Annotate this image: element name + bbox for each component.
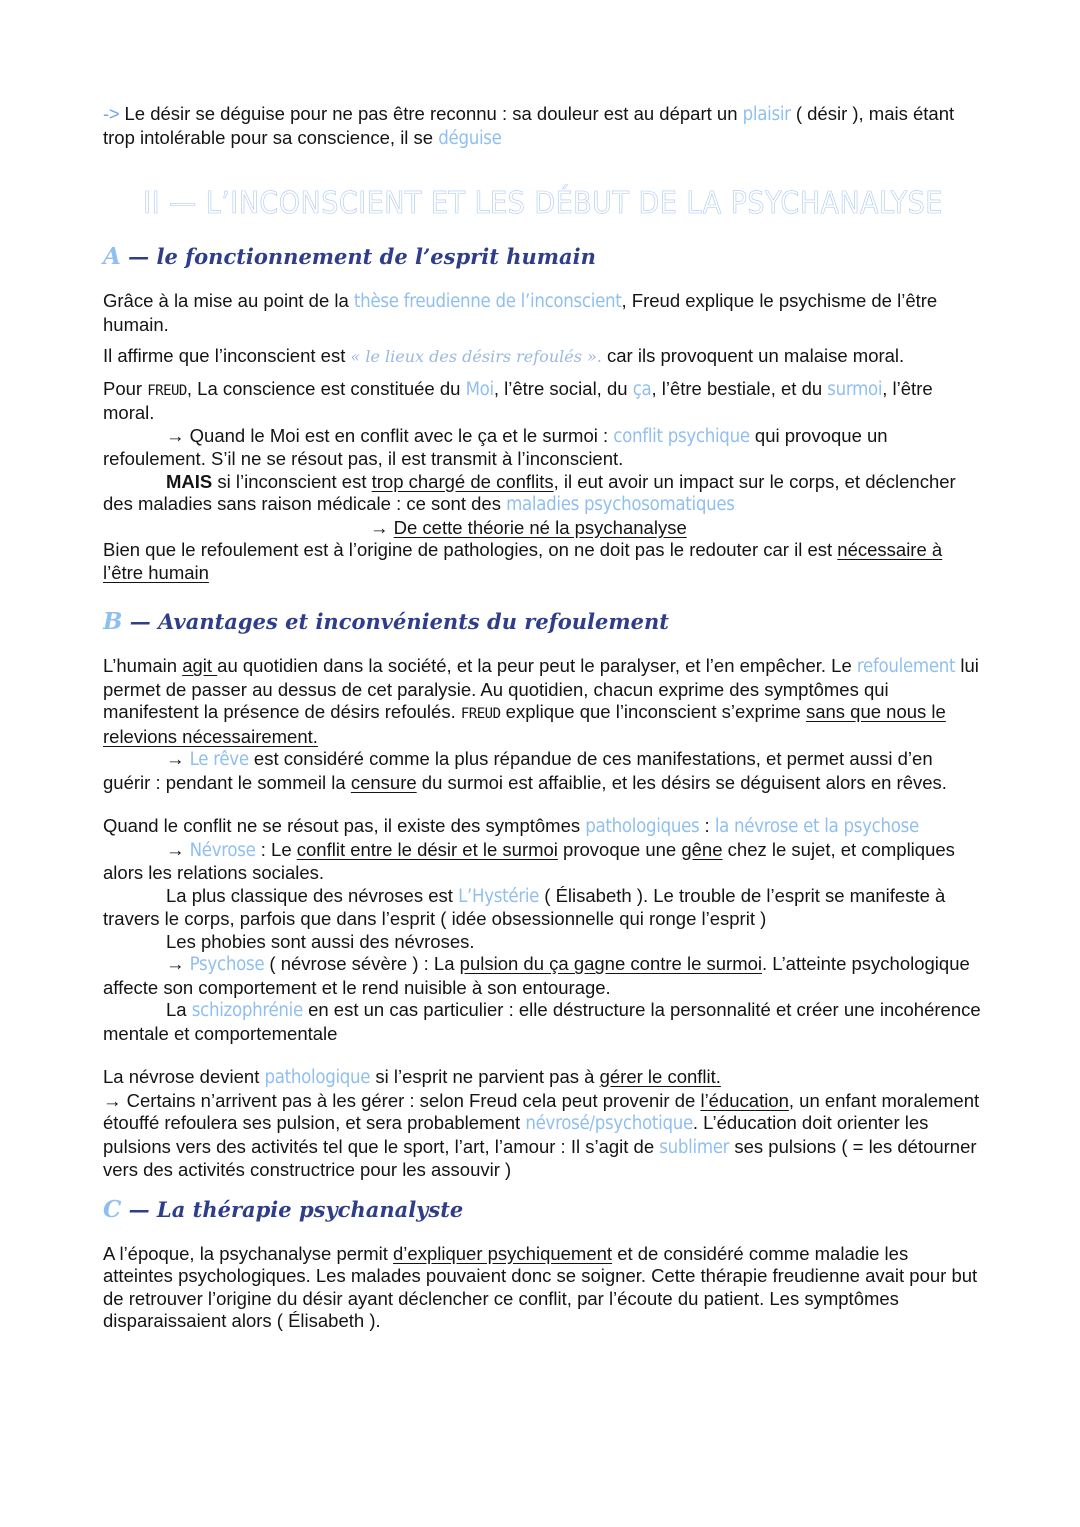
paragraph: → Le rêve est considéré comme la plus répandue de ces manifestations, et permet aussi d’en guérir : pendant le sommeil la censure du surmoi est affaiblie, et les désirs se déguisent alors en rêves. [103, 748, 947, 793]
paragraph: MAIS si l’inconscient est trop chargé de conflits, il eut avoir un impact sur le corps, et déclencher des maladies sans raison médicale : ce sont des maladies psychosomatiques [103, 470, 956, 515]
paragraph: → Certains n’arrivent pas à les gérer : selon Freud cela peut provenir de l’éducation, un enfant moralement étouffé refoulera ses pulsion, et sera probablement névrosé/psychotique. L’éducation doit orienter les pulsions vers des activités tel que le sport, l’art, l’amour : Il s’agit de sublimer ses pulsions ( = les détourner vers des activités constructrice pour les assouvir ) [103, 1089, 980, 1180]
paragraph: Quand le conflit ne se résout pas, il existe des symptômes pathologiques : la névrose et la psychose [103, 815, 919, 837]
section-a-heading: A — le fonctionnement de l’esprit humain [103, 243, 596, 270]
paragraph: L’humain agit au quotidien dans la société, et la peur peut le paralyser, et l’en empêcher. Le refoulement lui permet de passer au dessus de cet paralysie. Au quotidien, chacun exprime des symptômes qui manifestent la présence de désirs refoulés. FREUD explique que l’inconscient s’exprime sans que nous le relevions nécessairement. [103, 655, 979, 747]
paragraph: Pour FREUD, La conscience est constituée du Moi, l’être social, du ça, l’être bestiale, et du surmoi, l’être moral. [103, 377, 933, 423]
section-b-heading: B — Avantages et inconvénients du refoulement [103, 608, 669, 635]
page-title: II — L’INCONSCIENT ET LES DÉBUT DE LA PSYCHANALYSE [143, 186, 943, 221]
paragraph: A l’époque, la psychanalyse permit d’expliquer psychiquement et de considéré comme maladie les atteintes psychologiques. Les malades pouvaient donc se soigner. Cette thérapie freudienne avait pour but de retrouver l’origine du désir ayant déclencher ce conflit, par l’écoute du patient. Les symptômes disparaissaient alors ( Élisabeth ). [103, 1242, 978, 1331]
paragraph: → Quand le Moi est en conflit avec le ça et le surmoi : conflit psychique qui provoque un refoulement. S’il ne se résout pas, il est transmit à l’inconscient. [103, 424, 888, 469]
arrow-icon: -> [103, 103, 120, 124]
keyword: plaisir [742, 104, 791, 125]
paragraph: La névrose devient pathologique si l’esprit ne parvient pas à gérer le conflit. [103, 1066, 721, 1088]
section-letter: C [103, 1195, 122, 1223]
paragraph: Les phobies sont aussi des névroses. [166, 930, 475, 952]
paragraph: → De cette théorie né la psychanalyse [370, 516, 687, 538]
section-letter: B [103, 608, 123, 635]
section-letter: A [103, 243, 121, 270]
section-c-heading: C — La thérapie psychanalyste [103, 1195, 464, 1223]
intro-paragraph: -> Le désir se déguise pour ne pas être reconnu : sa douleur est au départ un plaisir ( désir ), mais étant trop intolérable pour sa conscience, il se déguise [103, 103, 955, 149]
paragraph: → Névrose : Le conflit entre le désir et le surmoi provoque une gêne chez le sujet, et compliques alors les relations sociales. [103, 838, 955, 883]
paragraph: La plus classique des névroses est L’Hystérie ( Élisabeth ). Le trouble de l’esprit se manifeste à travers le corps, parfois que dans l’esprit ( idée obsessionnelle qui ronge l’esprit ) [103, 884, 946, 929]
document-page [103, 103, 983, 1333]
paragraph: La schizophrénie en est un cas particulier : elle déstructure la personnalité et créer une incohérence mentale et comportementale [103, 999, 981, 1044]
keyword: déguise [438, 127, 502, 149]
paragraph: → Psychose ( névrose sévère ) : La pulsion du ça gagne contre le surmoi. L’atteinte psychologique affecte son comportement et le rend nuisible à son entourage. [103, 953, 970, 998]
paragraph: Il affirme que l’inconscient est « le lieux des désirs refoulés ». car ils provoquent un malaise moral. [103, 345, 905, 366]
paragraph: Bien que le refoulement est à l’origine de pathologies, on ne doit pas le redouter car il est nécessaire à l’être humain [103, 539, 943, 583]
paragraph: Grâce à la mise au point de la thèse freudienne de l’inconscient, Freud explique le psychisme de l’être humain. [103, 290, 938, 335]
